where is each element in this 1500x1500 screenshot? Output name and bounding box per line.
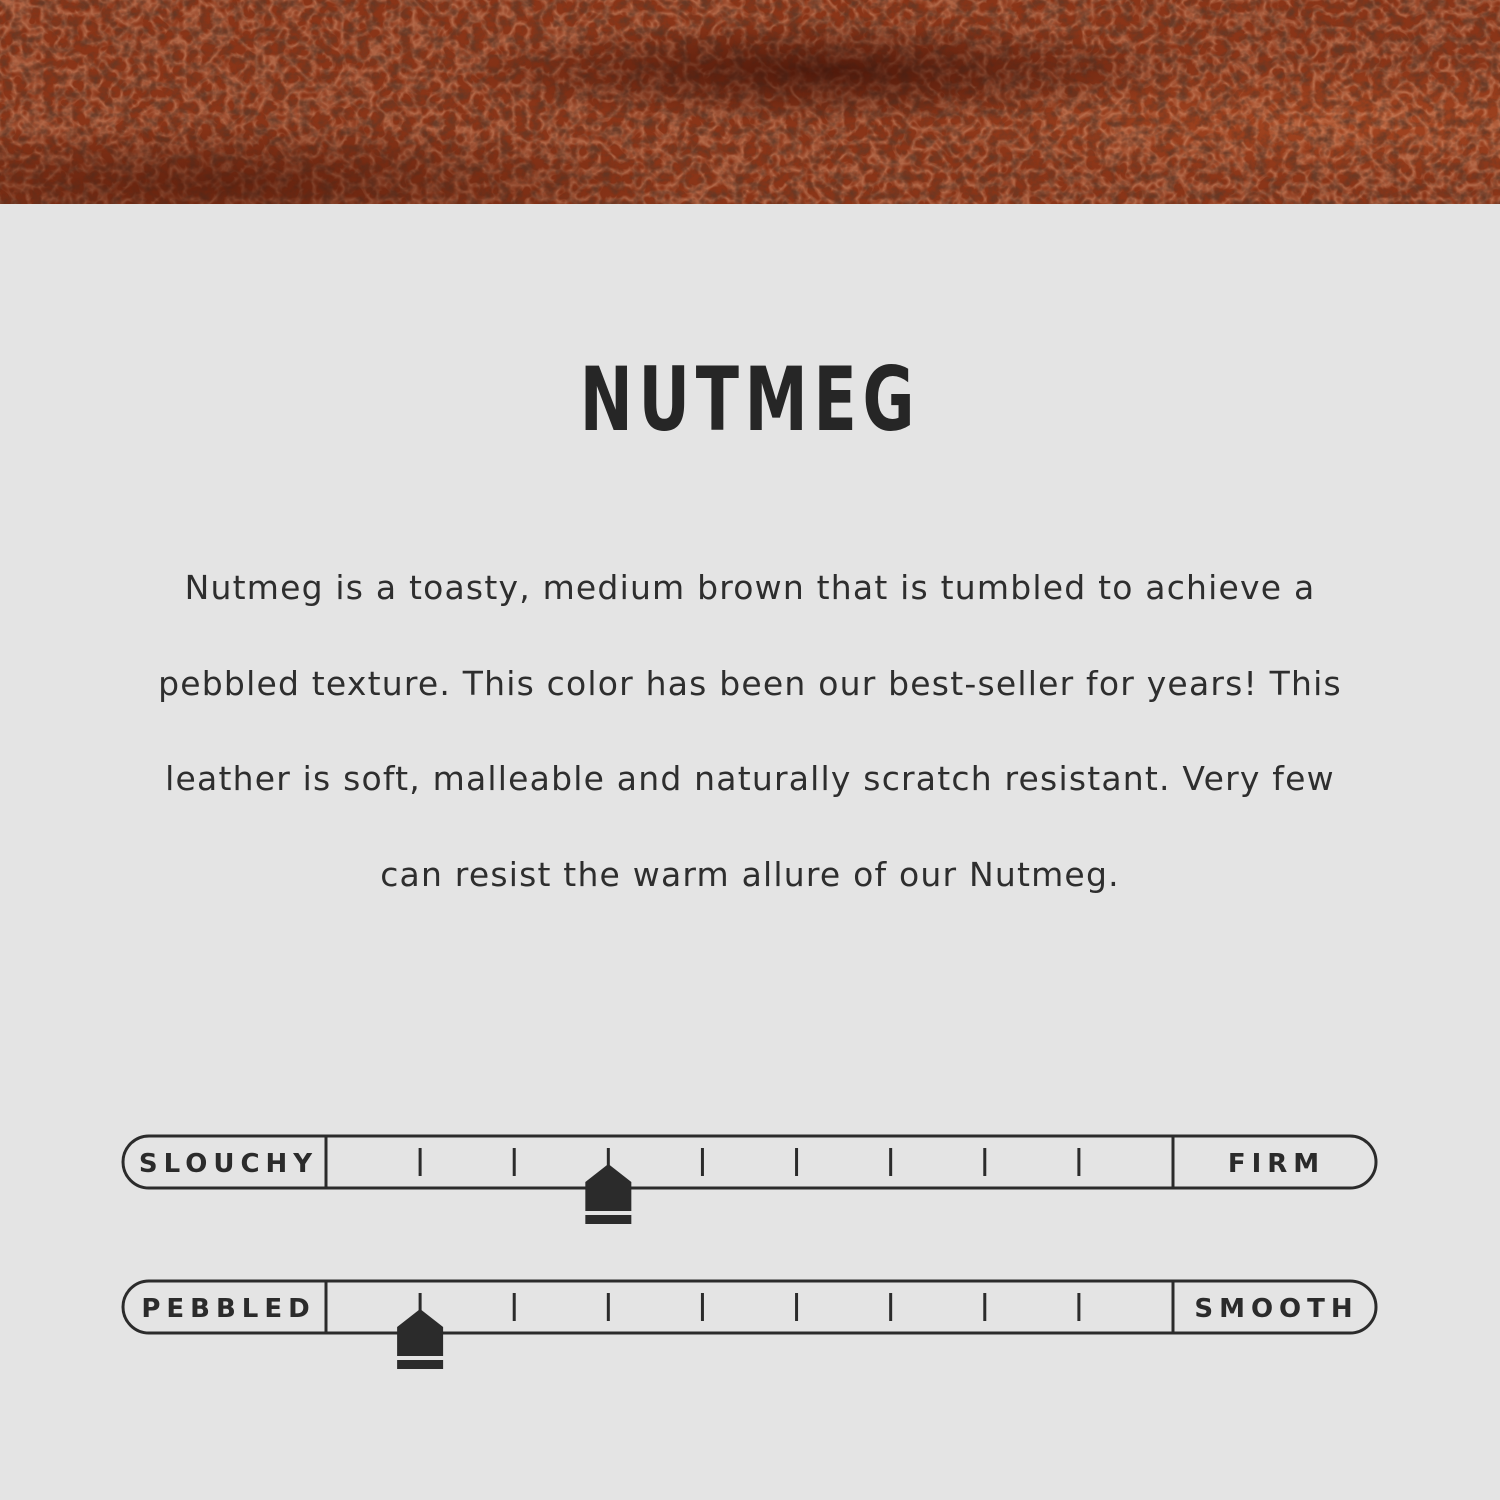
leather-texture-banner (0, 0, 1500, 204)
leather-name-title: NUTMEG (579, 348, 921, 451)
scale-2-right-label: SMOOTH (1194, 1294, 1359, 1324)
scale-1-right-label: FIRM (1227, 1149, 1326, 1179)
scale-2-left-label: PEBBLED (141, 1294, 316, 1324)
leather-property-scales (0, 1120, 1500, 1400)
scale-1-marker-base (585, 1215, 631, 1224)
scale-1-marker (585, 1164, 631, 1211)
scale-2-marker (397, 1309, 443, 1356)
scale-2-marker-base (397, 1360, 443, 1369)
scale-1-left-label: SLOUCHY (138, 1149, 319, 1179)
leather-texture-image (0, 0, 1500, 204)
leather-description: Nutmeg is a toasty, medium brown that is tumbled to achieve a pebbled texture. This color has been our best-seller for years! This leather is soft, malleable and naturally scratch resistant. Very few can resist the warm allure of our Nutmeg. (158, 568, 1342, 894)
